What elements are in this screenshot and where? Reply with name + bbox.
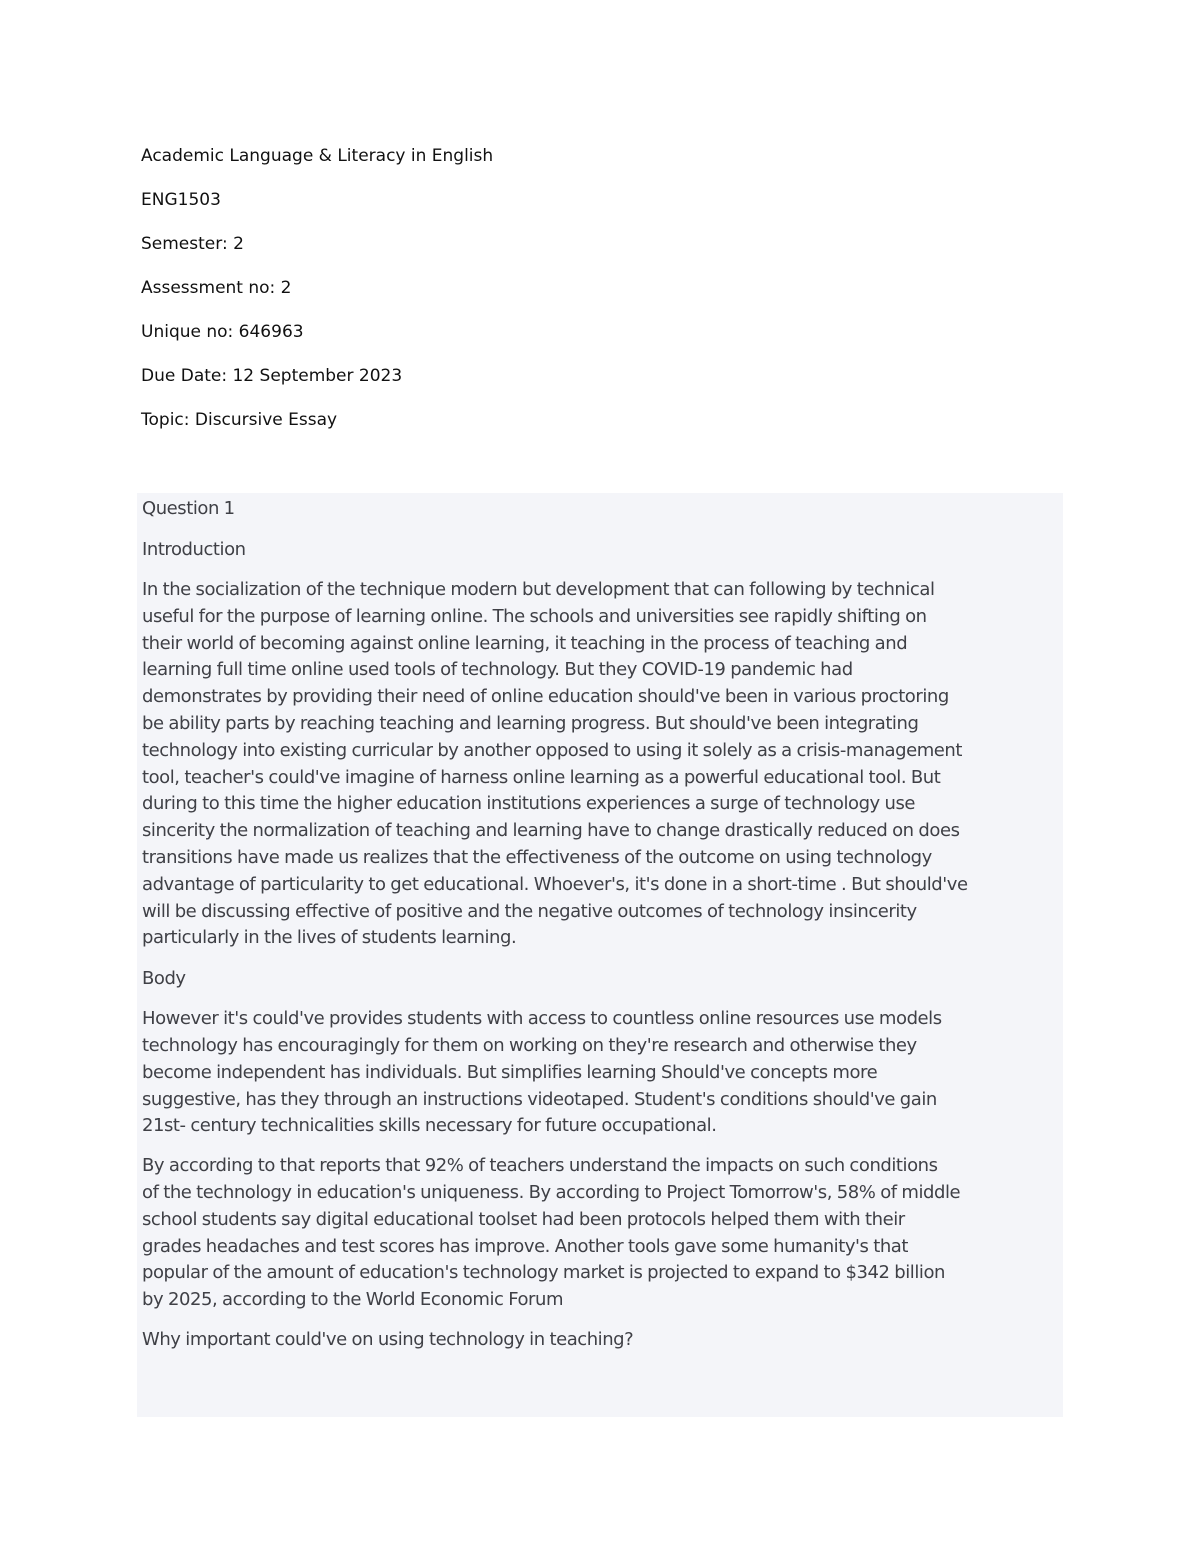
body-paragraph-2	[142, 1153, 1062, 1314]
introduction-heading: Introduction	[142, 539, 246, 560]
paragraph-line: learning full time online used tools of technology. But they COVID-19 pandemic had	[142, 659, 853, 681]
semester-line: Semester: 2	[141, 234, 244, 254]
paragraph-line: will be discussing effective of positive and the negative outcomes of technology insincerity	[142, 900, 917, 922]
paragraph-line: grades headaches and test scores has improve. Another tools gave some humanity's that	[142, 1235, 908, 1257]
paragraph-line: In the socialization of the technique modern but development that can following by technical	[142, 579, 935, 600]
question-heading: Question 1	[142, 498, 235, 519]
essay-panel	[137, 493, 1063, 1417]
closing-question: Why important could've on using technology in teaching?	[142, 1328, 634, 1350]
paragraph-line: particularly in the lives of students learning.	[142, 927, 517, 949]
paragraph-line: popular of the amount of education's technology market is projected to expand to $342 billion	[142, 1262, 945, 1284]
assessment-line: Assessment no: 2	[141, 278, 292, 298]
paragraph-line: school students say digital educational toolset had been protocols helped them with their	[142, 1208, 905, 1230]
paragraph-line: by 2025, according to the World Economic Forum	[142, 1289, 564, 1311]
paragraph-line: become independent has individuals. But simplifies learning Should've concepts more	[142, 1061, 878, 1083]
body-heading: Body	[142, 968, 186, 990]
paragraph-line: sincerity the normalization of teaching and learning have to change drastically reduced on does	[142, 820, 960, 842]
introduction-paragraph	[142, 577, 1062, 952]
unique-number-line: Unique no: 646963	[141, 322, 304, 342]
course-code: ENG1503	[141, 190, 221, 210]
paragraph-line: useful for the purpose of learning online. The schools and universities see rapidly shifting on	[142, 605, 927, 627]
paragraph-line: technology has encouragingly for them on working on they're research and otherwise they	[142, 1034, 917, 1056]
paragraph-line: By according to that reports that 92% of teachers understand the impacts on such conditions	[142, 1155, 938, 1177]
paragraph-line: 21st- century technicalities skills necessary for future occupational.	[142, 1115, 717, 1137]
paragraph-line: technology into existing curricular by another opposed to using it solely as a crisis-management	[142, 739, 962, 761]
paragraph-line: be ability parts by reaching teaching and learning progress. But should've been integrating	[142, 712, 919, 734]
paragraph-line: tool, teacher's could've imagine of harness online learning as a powerful educational tool. But	[142, 766, 941, 788]
essay-content	[142, 493, 1062, 1354]
due-date-line: Due Date: 12 September 2023	[141, 366, 403, 386]
paragraph-line: of the technology in education's uniqueness. By according to Project Tomorrow's, 58% of middle	[142, 1181, 961, 1203]
paragraph-line: their world of becoming against online learning, it teaching in the process of teaching and	[142, 632, 908, 654]
paragraph-line: during to this time the higher education institutions experiences a surge of technology use	[142, 793, 916, 815]
paragraph-line: suggestive, has they through an instructions videotaped. Student's conditions should've gain	[142, 1088, 937, 1110]
body-paragraph-1	[142, 1006, 1062, 1140]
course-title: Academic Language & Literacy in English	[141, 146, 494, 166]
paragraph-line: However it's could've provides students with access to countless online resources use models	[142, 1008, 942, 1030]
document-header	[141, 145, 841, 453]
paragraph-line: transitions have made us realizes that the effectiveness of the outcome on using technology	[142, 846, 932, 868]
paragraph-line: demonstrates by providing their need of online education should've been in various proctoring	[142, 686, 949, 708]
topic-line: Topic: Discursive Essay	[141, 410, 338, 430]
paragraph-line: advantage of particularity to get educational. Whoever's, it's done in a short-time . But should've	[142, 873, 968, 895]
